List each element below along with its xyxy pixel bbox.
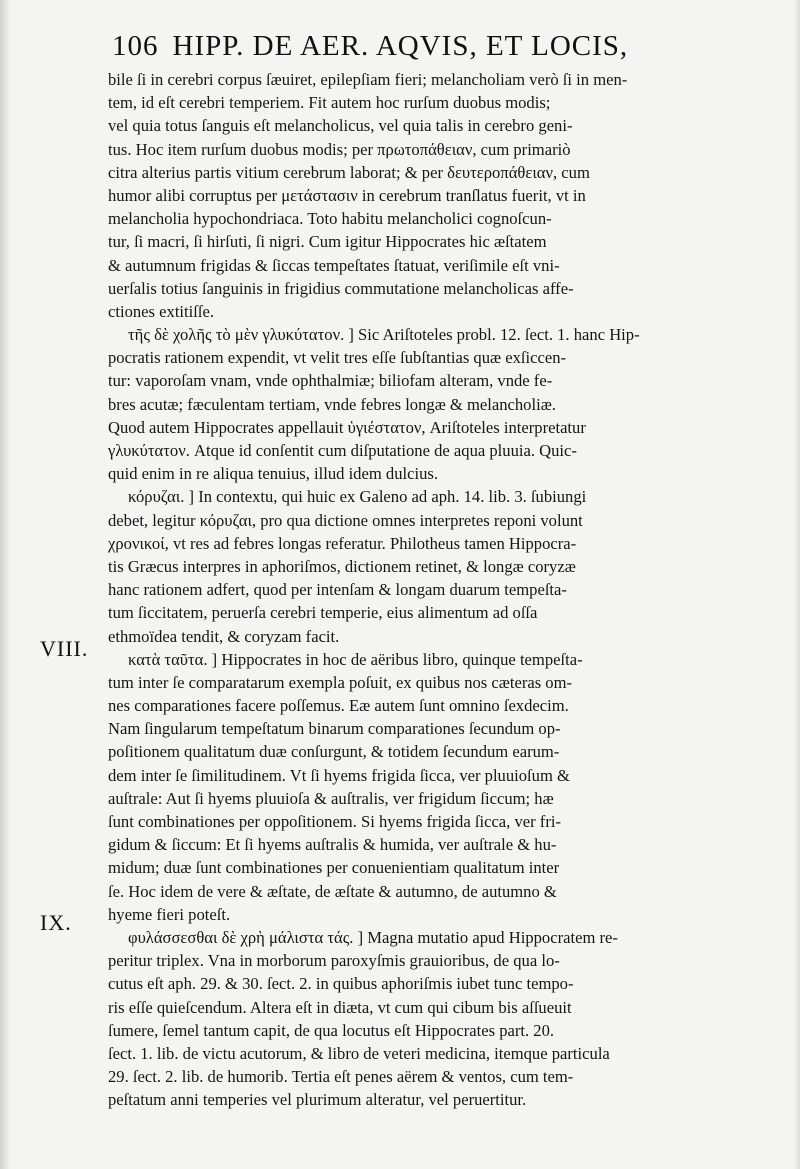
page-edge-shadow	[794, 0, 800, 1169]
text-line: ſumere, ſemel tantum capit, de qua locutus eſt Hippocrates part. 20.	[108, 1020, 555, 1040]
text-line: pocratis rationem expendit, vt velit tres eſſe ſubſtantias quæ exſiccen-	[108, 348, 567, 368]
text-line: tum inter ſe comparatarum exempla poſuit, ex quibus nos cæteras om-	[108, 672, 573, 692]
text-line: bile ſi in cerebri corpus ſæuiret, epilepſiam fieri; melancholiam verò ſi in men-	[108, 70, 628, 89]
text-line: ſe. Hoc idem de vere & æſtate, de æſtate & autumno, de autumno &	[108, 881, 557, 901]
text-line: ris eſſe quieſcendum. Altera eſt in diæta, vt cum qui cibum bis aſſueuit	[108, 997, 572, 1017]
text-line: Nam ſingularum tempeſtatum binarum comparationes ſecundum op-	[108, 719, 561, 739]
text-line: φυλάσσεσθαι δὲ χρὴ μάλιστα τάς. ] Magna mutatio apud Hippocratem re-	[128, 927, 618, 947]
running-header	[112, 30, 772, 63]
text-line: 29. ſect. 2. lib. de humorib. Tertia eſt penes aërem & ventos, cum tem-	[108, 1067, 574, 1087]
text-line: τῆς δὲ χολῆς τὸ μὲν γλυκύτατον. ] Sic Ariſtoteles probl. 12. ſect. 1. hanc Hip-	[128, 325, 640, 345]
running-title: HIPP. DE AER. AQVIS, ET LOCIS,	[172, 30, 629, 62]
text-line: melancholia hypochondriaca. Toto habitu melancholici cognoſcun-	[108, 209, 552, 229]
text-line: κατὰ ταῦτα. ] Hippocrates in hoc de aëribus libro, quinque tempeſta-	[128, 649, 583, 669]
text-line: tis Græcus interpres in aphoriſmos, dictionem retinet, & longæ coryzæ	[108, 556, 576, 576]
text-line: citra alterius partis vitium cerebrum laborat; & per δευτεροπάθειαν, cum	[108, 162, 590, 182]
text-line: κόρυζαι. ] In contextu, qui huic ex Galeno ad aph. 14. lib. 3. ſubiungi	[128, 487, 587, 507]
text-line: poſitionem qualitatum duæ conſurgunt, & totidem ſecundum earum-	[108, 742, 560, 762]
page-gutter-shadow	[0, 0, 10, 1169]
text-line: γλυκύτατον. Atque id conſentit cum diſputatione de aqua pluuia. Quic-	[108, 441, 577, 460]
margin-numeral-viii: VIII.	[40, 636, 89, 661]
text-line: tur, ſi macri, ſi hirſuti, ſi nigri. Cum igitur Hippocrates hic æſtatem	[108, 232, 547, 252]
text-line: ethmoïdea tendit, & coryzam facit.	[108, 626, 340, 646]
text-line: hyeme fieri poteſt.	[108, 904, 231, 924]
text-line: tur: vaporoſam vnam, vnde ophthalmiæ; biliofam alteram, vnde fe-	[108, 371, 553, 391]
text-line: cutus eſt aph. 29. & 30. ſect. 2. in quibus aphoriſmis iubet tunc tempo-	[108, 974, 574, 994]
text-line: midum; duæ ſunt combinationes per conuenientiam qualitatum inter	[108, 858, 560, 878]
text-line: tem, id eſt cerebri temperiem. Fit autem hoc rurſum duobus modis;	[108, 93, 551, 113]
text-line: vel quia totus ſanguis eſt melancholicus, vel quia talis in cerebro geni-	[108, 116, 573, 136]
text-line: dem inter ſe ſimilitudinem. Vt ſi hyems frigida ſicca, ver pluuioſum &	[108, 765, 570, 785]
text-line: ctiones extitiſſe.	[108, 301, 214, 321]
text-line: tus. Hoc item rurſum duobus modis; per πρωτοπάθειαν, cum primariò	[108, 139, 571, 159]
text-line: nes comparationes facere poſſemus. Eæ autem ſunt omnino ſexdecim.	[108, 696, 569, 716]
text-line: ſect. 1. lib. de victu acutorum, & libro de veteri medicina, itemque particula	[108, 1043, 610, 1063]
text-line: auſtrale: Aut ſi hyems pluuioſa & auſtralis, ver frigidum ſiccum; hæ	[108, 788, 554, 808]
text-line: debet, legitur κόρυζαι, pro qua dictione omnes interpretes reponi volunt	[108, 510, 583, 530]
margin-numeral-ix: IX.	[40, 910, 72, 935]
text-line: hanc rationem adfert, quod per intenſam & longam duarum tempeſta-	[108, 580, 567, 600]
text-line: χρονικοί, vt res ad febres longas referatur. Philotheus tamen Hippocra-	[108, 533, 577, 553]
page-number: 106	[112, 30, 159, 62]
text-line: & autumnum frigidas & ſiccas tempeſtates ſtatuat, veriſimile eſt vni-	[108, 255, 560, 275]
text-line: uerſalis totius ſanguinis in frigidius commutatione melancholicas affe-	[108, 278, 574, 298]
text-line: ſunt combinationes per oppoſitionem. Si hyems frigida ſicca, ver fri-	[108, 812, 561, 831]
body-text	[108, 68, 768, 1111]
text-line: gidum & ſiccum: Et ſi hyems auſtralis & humida, ver auſtrale & hu-	[108, 835, 557, 855]
text-line: tum ſiccitatem, peruerſa cerebri temperie, eius alimentum ad oſſa	[108, 603, 538, 623]
text-line: quid enim in re aliqua tenuius, illud idem dulcius.	[108, 464, 438, 484]
text-line: peritur triplex. Vna in morborum paroxyſmis grauioribus, de qua lo-	[108, 951, 560, 971]
text-line: bres acutæ; fæculentam tertiam, vnde febres longæ & melancholiæ.	[108, 394, 556, 414]
text-line: Quod autem Hippocrates appellauit ὑγιέστατον, Ariſtoteles interpretatur	[108, 417, 586, 437]
text-line: humor alibi corruptus per μετάστασιν in cerebrum tranſlatus fuerit, vt in	[108, 185, 586, 205]
text-line: peſtatum anni temperies vel plurimum alteratur, vel peruertitur.	[108, 1090, 527, 1110]
